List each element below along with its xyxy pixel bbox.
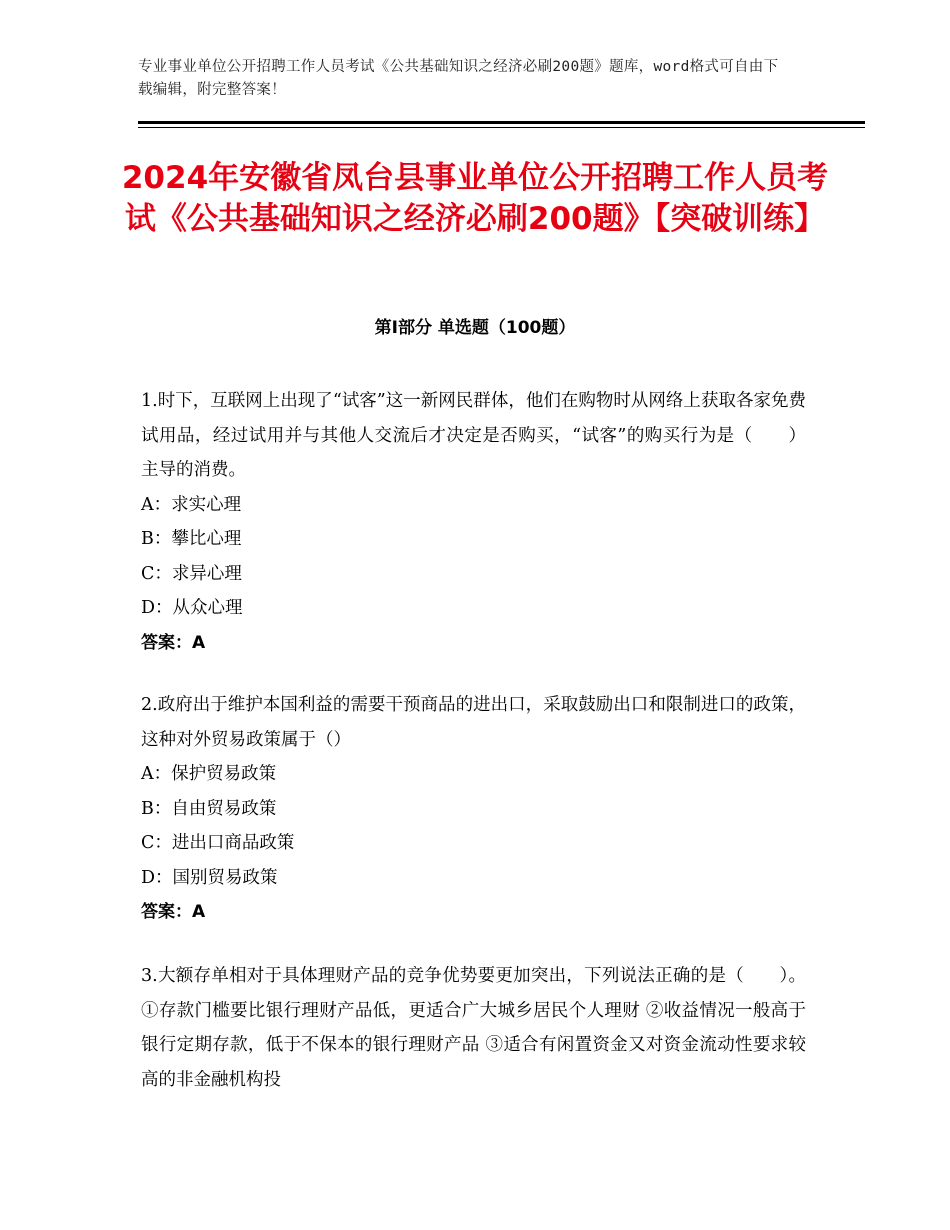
question-1 — [141, 384, 806, 660]
option-c: C：求异心理 — [141, 563, 242, 584]
header-rule-thick — [138, 121, 865, 124]
header-note: 专业事业单位公开招聘工作人员考试《公共基础知识之经济必刷200题》题库，word格式可自由下载编辑，附完整答案！ — [138, 59, 779, 98]
section-title: 第Ⅰ部分 单选题（100题） — [374, 318, 576, 338]
answer-line: 答案：A — [141, 632, 206, 653]
question-3 — [141, 959, 806, 1097]
question-stem: 2.政府出于维护本国利益的需要干预商品的进出口，采取鼓励出口和限制进口的政策，这种对外贸易政策属于（） — [141, 695, 806, 750]
option-a: A：保护贸易政策 — [141, 764, 277, 784]
option-a: A：求实心理 — [141, 494, 242, 515]
header-rule-thin — [138, 127, 865, 128]
option-b: B：自由贸易政策 — [141, 798, 277, 819]
option-d: D：从众心理 — [141, 598, 243, 618]
question-stem: 1.时下，互联网上出现了“试客”这一新网民群体，他们在购物时从网络上获取各家免费试用品，经过试用并与其他人交流后才决定是否购买，“试客”的购买行为是（ ）主导的消费。 — [141, 391, 806, 480]
document-title: 2024年安徽省凤台县事业单位公开招聘工作人员考试《公共基础知识之经济必刷200题》【突破训练】 — [121, 160, 829, 237]
question-stem: 3.大额存单相对于具体理财产品的竞争优势要更加突出，下列说法正确的是（ ）。①存款门槛要比银行理财产品低，更适合广大城乡居民个人理财 ②收益情况一般高于银行定期存款，低于不保本的银行理财产品 ③适合有闲置资金又对资金流动性要求较高的非金融机构投 — [141, 966, 806, 1090]
answer-line: 答案：A — [141, 902, 206, 922]
option-b: B：攀比心理 — [141, 529, 242, 549]
option-d: D：国别贸易政策 — [141, 867, 278, 888]
option-c: C：进出口商品政策 — [141, 833, 295, 853]
question-2 — [141, 688, 806, 930]
